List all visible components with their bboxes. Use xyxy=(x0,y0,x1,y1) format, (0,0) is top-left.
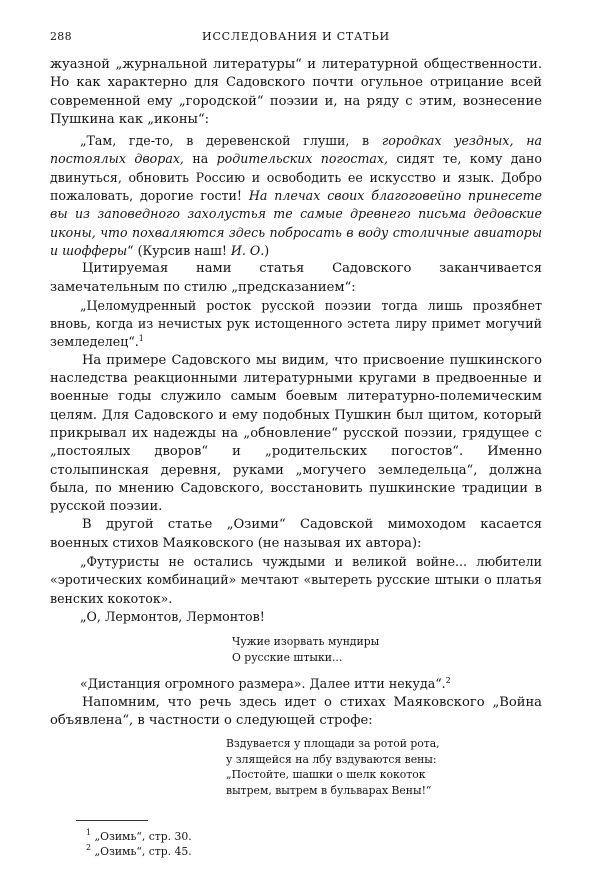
block-quote: «Дистанция огромного размера». Далее итти некуда“.$^2$ xyxy=(80,676,451,692)
footnote: $^1$ „Озимь“, стр. 30. xyxy=(86,828,192,844)
footnote-ref: 2 xyxy=(445,676,451,686)
paragraph: жуазной „журнальной литературы“ и литературной общественности. Но как характерно для Садовского почти огульное отрицание всей современной ему „городской“ поэзии и, на ряду с этим, вознесение Пушкина как „иконы“: xyxy=(50,57,542,127)
verse-line: у злящейся на лбу вздуваются вены: xyxy=(226,752,437,766)
verse-line: „Постойте, шашки о шелк кокоток xyxy=(226,768,426,782)
verse-line: вытрем, вытрем в бульварах Вены!“ xyxy=(226,783,432,797)
footnote-divider xyxy=(76,820,148,821)
block-quote: „О, Лермонтов, Лермонтов! xyxy=(80,608,265,624)
verse-quote xyxy=(232,634,542,665)
body-text xyxy=(50,56,542,798)
running-head: ИССЛЕДОВАНИЯ И СТАТЬИ xyxy=(202,30,390,43)
paragraph: На примере Садовского мы видим, что присвоение пушкинского наследства реакционными литературными кругами в предвоенные и военные годы служило самым боевым литературно-полемическим целям. Для Садовского и ему подобных Пушкин был щитом, который прикрывал их надежды на „обновление“ русской поэзии, грядущее с „постоялых дворов“ и „родительских погостов“. Именно столыпинская деревня, руками „могучего земледельца“, должна была, по мнению Садовского, восстановить пушкинские традиции в русской поэзии. xyxy=(50,352,542,515)
verse-line: О русские штыки... xyxy=(232,650,343,664)
verse-line: Вздувается у площади за ротой рота, xyxy=(226,737,440,751)
paragraph: Напомним, что речь здесь идет о стихах Маяковского „Война объявлена“, в частности о следующей строфе: xyxy=(50,694,542,728)
footnote: $^2$ „Озимь“, стр. 45. xyxy=(86,843,192,859)
block-quote: „Футуристы не остались чуждыми и великой войне... любители «эротических комбинаций» мечтают «вытереть русские штыки о платья венских кокоток». xyxy=(50,554,542,606)
block-quote: „Целомудренный росток русской поэзии тогда лишь прозябнет вновь, когда из нечистых рук истощенного эстета лиру примет могучий земледелец“.$^1$ xyxy=(50,297,542,350)
block-quote: „Там, где-то, в деревенской глуши, в городках уездных, на постоялых дворах, на родительских погостах, сидят те, кому дано двинуться, обновить Россию и освободить ее искусство и язык. Добро пожаловать, дорогие гости! На плечах своих благоговейно принесете вы из заповедного захолустья те самые древнего письма дедовские иконы, что похваляются здесь побросать в воду столичные авиаторы и шофферы“ (Курсив наш! И. О.) xyxy=(50,133,543,258)
paragraph: Цитируемая нами статья Садовского заканчивается замечательным по стилю „предсказанием“: xyxy=(50,261,542,295)
verse-quote xyxy=(226,736,542,798)
page-header xyxy=(50,30,542,56)
verse-line: Чужие изорвать мундиры xyxy=(232,635,380,649)
page-number: 288 xyxy=(50,30,72,43)
paragraph: В другой статье „Озими“ Садовской мимоходом касается военных стихов Маяковского (не называя их автора): xyxy=(50,517,542,551)
footnotes xyxy=(50,829,542,859)
footnote-ref: 1 xyxy=(138,334,144,344)
